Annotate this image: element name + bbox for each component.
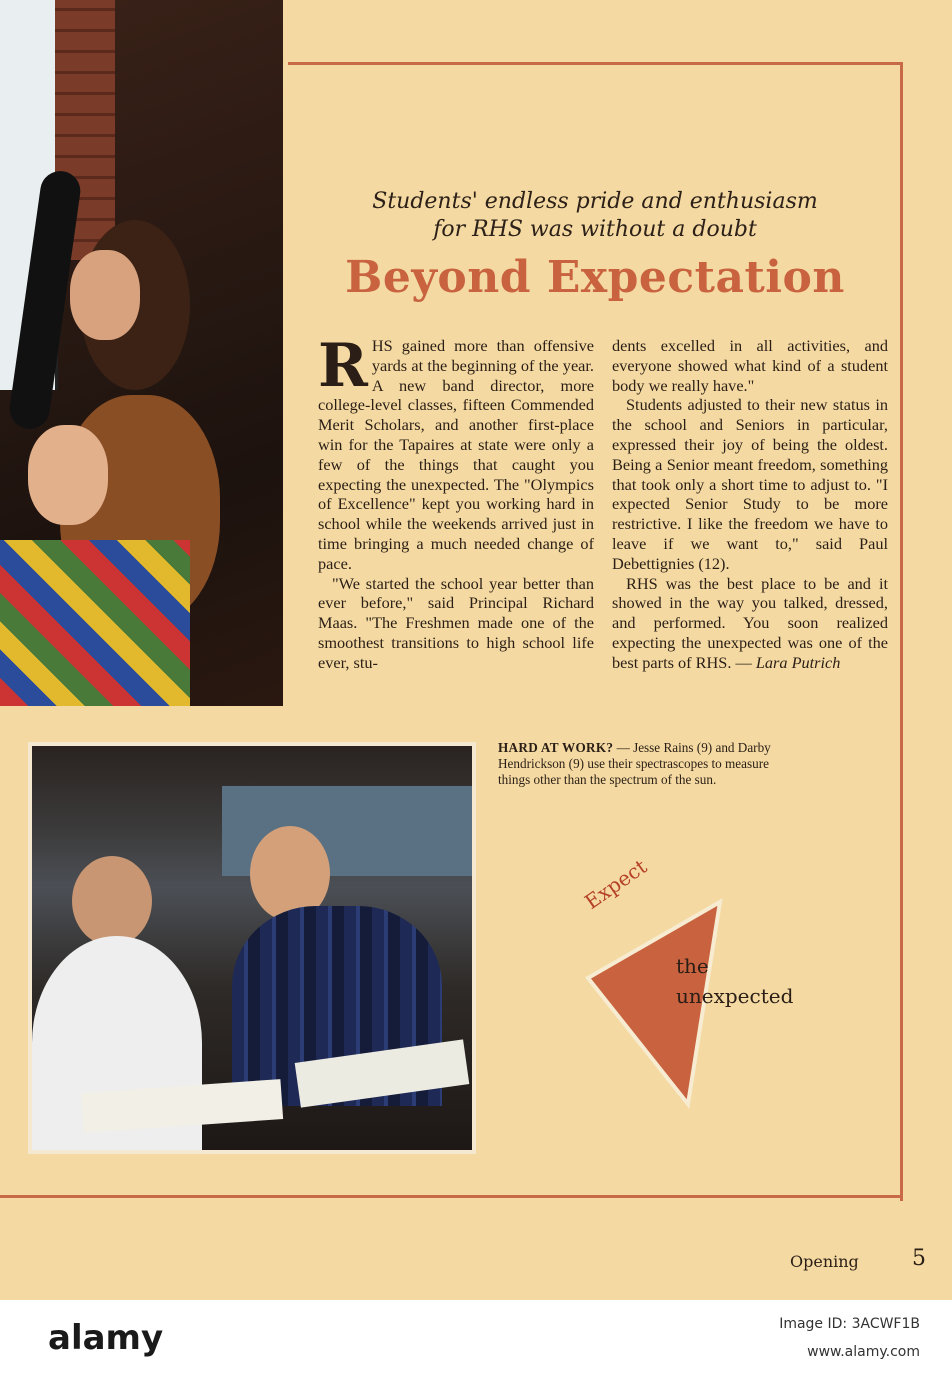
paragraph: RHS was the best place to be and it showed in the way you talked, dressed, and performed. You soon realized expecting the unexpected was one of the best parts of RHS. — <box>612 573 888 672</box>
paragraph: Students adjusted to their new status in the school and Seniors in particular, expressed their joy of being the oldest. Being a Senior meant freedom, something that took only a short time to adjust to. "I expected Senior Study to be more restrictive. I like the freedom we have to leave if we want to," said Paul Debettignies (12). <box>612 395 888 573</box>
photo-students-poster <box>0 0 283 706</box>
article-column-2 <box>612 336 888 673</box>
watermark-logo: alamy <box>48 1318 164 1358</box>
graphic-word-unexpected: unexpected <box>676 984 794 1008</box>
photo-inner <box>32 746 472 1150</box>
byline: Lara Putrich <box>755 652 841 672</box>
photo-caption <box>498 740 776 789</box>
subtitle-line: Students' endless pride and enthusiasm <box>372 189 818 214</box>
caption-text: — Jesse Rains (9) and Darby Hendrickson (9) use their spectrascopes to measure things other than the spectrum of the sun. <box>498 740 771 788</box>
page-number: 5 <box>912 1246 926 1271</box>
photo-detail <box>70 250 140 340</box>
graphic-word-the: the <box>676 954 709 978</box>
paragraph: dents excelled in all activities, and everyone showed what kind of a student body we really have." <box>612 336 888 395</box>
watermark-url: www.alamy.com <box>807 1344 920 1360</box>
photo-students-spectroscopes <box>28 742 476 1154</box>
photo-detail <box>0 540 190 706</box>
photo-detail <box>28 425 108 525</box>
paragraph: HS gained more than offensive yards at the beginning of the year. A new band director, more college-level classes, fifteen Commended Merit Scholars, and another first-place win for the Tapaires at state were only a few of the things that caught you expecting the unexpected. The "Olympics of Excellence" kept you working hard in school while the weekends arrived just in time bringing a much needed change of pace. <box>318 336 594 573</box>
caption-lead: HARD AT WORK? <box>498 740 614 755</box>
subtitle-line: for RHS was without a doubt <box>433 217 757 242</box>
paragraph: "We started the school year better than ever before," said Principal Richard Maas. "The Freshmen made one of the smoothest transitions to high school life ever, stu- <box>318 573 594 672</box>
section-label: Opening <box>790 1252 859 1271</box>
watermark-image-id: Image ID: 3ACWF1B <box>779 1316 920 1332</box>
border-frame-bottom <box>0 1195 903 1198</box>
graphic-word-expect: Expect <box>580 854 652 914</box>
article-subtitle <box>290 188 900 244</box>
article-column-1 <box>318 331 594 673</box>
drop-cap: R <box>318 331 368 401</box>
photo-detail <box>72 856 152 946</box>
article-title: Beyond Expectation <box>345 252 845 303</box>
expect-unexpected-graphic <box>578 854 828 1112</box>
